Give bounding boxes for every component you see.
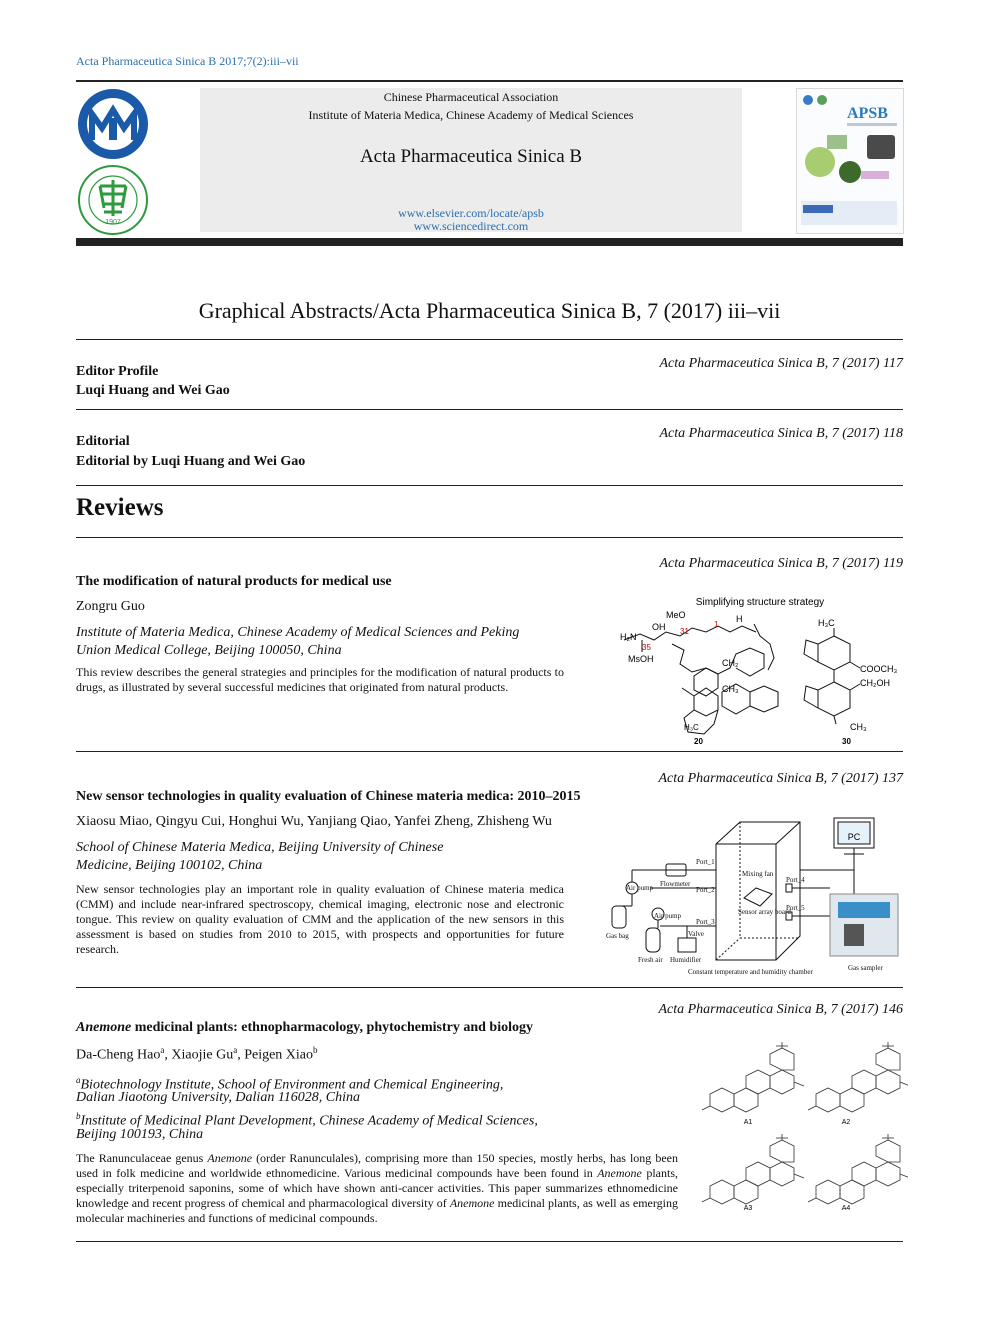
svg-text:A3: A3 (743, 1205, 753, 1212)
svg-text:COOCH₃: COOCH₃ (860, 664, 898, 674)
svg-text:Constant temperature and humid: Constant temperature and humidity chamber (688, 968, 813, 976)
editor-profile-names: Luqi Huang and Wei Gao (76, 383, 230, 398)
svg-text:Port_4: Port_4 (786, 876, 805, 884)
org-name-1: Chinese Pharmaceutical Association (383, 90, 559, 104)
org-name-2: Institute of Materia Medica, Chinese Academy of Medical Sciences (308, 108, 634, 122)
article2-title[interactable]: New sensor technologies in quality evaluation of Chinese materia medica: 2010–2015 (76, 789, 581, 804)
article3-affiliation-b: $^b$Institute of Medicinal Plant Development, Chinese Academy of Medical Sciences, (76, 1111, 538, 1129)
article1-abstract: This review describes the general strategies and principles for the modification of natural products to drugs, as illustrated by several successful medicines that originated from natural products. (76, 665, 564, 694)
article3-affiliation-a-line2: Dalian Jiaotong University, Dalian 116028, China (76, 1090, 361, 1105)
divider (76, 537, 903, 538)
svg-text:H: H (736, 614, 743, 624)
divider (76, 339, 903, 340)
journal-citation: Acta Pharmaceutica Sinica B 2017;7(2):iii–vii (76, 54, 299, 68)
editorial-heading: Editorial (76, 434, 130, 449)
article3-affiliation-a: $^a$Biotechnology Institute, School of Environment and Chemical Engineering, (76, 1075, 504, 1093)
svg-text:H₃C: H₃C (818, 618, 835, 628)
svg-text:Port_5: Port_5 (786, 904, 805, 912)
header-bottom-rule (76, 238, 903, 246)
svg-text:30: 30 (842, 737, 851, 746)
journal-url-sciencedirect[interactable]: www.sciencedirect.com (413, 219, 529, 233)
svg-text:Port_1: Port_1 (696, 858, 715, 866)
reviews-heading: Reviews (76, 494, 164, 521)
svg-text:MsOH: MsOH (628, 654, 654, 664)
svg-text:H₃C: H₃C (684, 723, 699, 732)
article1-affiliation-line2: Union Medical College, Beijing 100050, China (76, 643, 342, 658)
editor-profile-heading: Editor Profile (76, 364, 159, 379)
article1-affiliation-line1: Institute of Materia Medica, Chinese Academy of Medical Sciences and Peking (76, 625, 520, 640)
divider (76, 1241, 903, 1242)
journal-cover-thumbnail (796, 88, 904, 234)
svg-text:CH₃: CH₃ (850, 722, 867, 732)
editorial-title: Editorial by Luqi Huang and Wei Gao (76, 454, 306, 469)
article3-ref[interactable]: Acta Pharmaceutica Sinica B, 7 (2017) 146 (658, 1002, 903, 1017)
divider (76, 751, 903, 752)
svg-text:31: 31 (680, 627, 689, 636)
article3-affiliation-b-line2: Beijing 100193, China (76, 1127, 204, 1142)
divider (76, 987, 903, 988)
article1-title[interactable]: The modification of natural products for medical use (76, 574, 392, 589)
article1-authors: Zongru Guo (76, 599, 145, 614)
article1-ref[interactable]: Acta Pharmaceutica Sinica B, 7 (2017) 119 (659, 556, 903, 571)
article2-authors: Xiaosu Miao, Qingyu Cui, Honghui Wu, Yanjiang Qiao, Yanfei Zheng, Zhisheng Wu (76, 814, 552, 829)
svg-text:Mixing fan: Mixing fan (742, 870, 774, 878)
divider (76, 409, 903, 410)
svg-text:CH₂OH: CH₂OH (860, 678, 890, 688)
fig-caption: Simplifying structure strategy (695, 597, 825, 608)
svg-text:Air pump: Air pump (654, 912, 682, 920)
svg-text:Port_3: Port_3 (696, 918, 715, 926)
article1-graphical-abstract (618, 592, 902, 748)
svg-text:Gas bag: Gas bag (606, 932, 629, 940)
svg-text:20: 20 (694, 737, 703, 746)
svg-text:35: 35 (642, 643, 651, 652)
article2-affiliation-line1: School of Chinese Materia Medica, Beijing University of Chinese (76, 840, 444, 855)
svg-text:Gas sampler: Gas sampler (848, 964, 883, 972)
page-title: Graphical Abstracts/Acta Pharmaceutica Sinica B, 7 (2017) iii–vii (198, 298, 781, 323)
journal-header-box (200, 88, 742, 232)
editor-profile-ref[interactable]: Acta Pharmaceutica Sinica B, 7 (2017) 117 (659, 356, 903, 371)
svg-text:CH₂: CH₂ (722, 658, 739, 668)
svg-text:OH: OH (652, 622, 666, 632)
journal-url-elsevier[interactable]: www.elsevier.com/locate/apsb (398, 206, 544, 220)
article2-graphical-abstract (600, 814, 902, 980)
svg-text:Air pump: Air pump (626, 884, 654, 892)
svg-text:Humidifier: Humidifier (670, 956, 702, 964)
society-seal-logo (76, 164, 150, 236)
svg-text:1: 1 (714, 620, 719, 629)
header-top-rule (76, 80, 903, 82)
svg-text:Fresh air: Fresh air (638, 956, 663, 964)
article2-abstract: New sensor technologies play an important role in quality evaluation of Chinese materia medica (CMM) and include near-infrared spectroscopy, chemical imaging, electronic nose and electronic tongue. This review on quality evaluation of CMM and the application of the new sensors in this assessment is based on studies from 2010 to 2015, with prospects and opportunities for future research. (76, 882, 564, 956)
svg-text:MeO: MeO (666, 610, 686, 620)
cover-label: APSB (847, 105, 888, 122)
article3-title[interactable]: Anemone medicinal plants: ethnopharmacology, phytochemistry and biology (76, 1020, 533, 1035)
svg-text:A2: A2 (841, 1119, 851, 1126)
article3-graphical-abstract (696, 1030, 908, 1214)
seal-year: 1907 (105, 219, 121, 226)
svg-text:Port_2: Port_2 (696, 886, 715, 894)
svg-text:A4: A4 (841, 1205, 851, 1212)
article3-abstract: The Ranunculaceae genus Anemone (order Ranunculales), comprising more than 150 species, mostly herbs, has long been used in folk medicine and worldwide ethnomedicine. Various medicinal compounds have been found in Anemone plants, especially triterpenoid saponins, some of which have shown anti-cancer activities. This paper summarizes ethnomedicine knowledge and recent progress of chemical and pharmacological diversity of Anemone medicinal plants, as well as emerging molecular machineries and functions of medicinal compounds. (76, 1151, 678, 1225)
article2-affiliation-line2: Medicine, Beijing 100102, China (76, 858, 263, 873)
editorial-ref[interactable]: Acta Pharmaceutica Sinica B, 7 (2017) 118 (659, 426, 903, 441)
divider (76, 485, 903, 486)
svg-text:Flowmeter: Flowmeter (660, 880, 691, 888)
article2-ref[interactable]: Acta Pharmaceutica Sinica B, 7 (2017) 137 (658, 771, 903, 786)
svg-text:PC: PC (847, 832, 861, 842)
svg-text:Sensor array board: Sensor array board (738, 908, 791, 916)
journal-title: Acta Pharmaceutica Sinica B (359, 146, 583, 167)
svg-text:H₂N: H₂N (620, 632, 637, 642)
association-logo (76, 88, 150, 160)
svg-text:CH₃: CH₃ (722, 684, 739, 694)
svg-text:A1: A1 (743, 1119, 753, 1126)
svg-text:Valve: Valve (688, 930, 704, 938)
article3-authors: Da-Cheng Hao$^a$, Xiaojie Gu$^a$, Peigen Xiao$^b$ (76, 1045, 318, 1063)
